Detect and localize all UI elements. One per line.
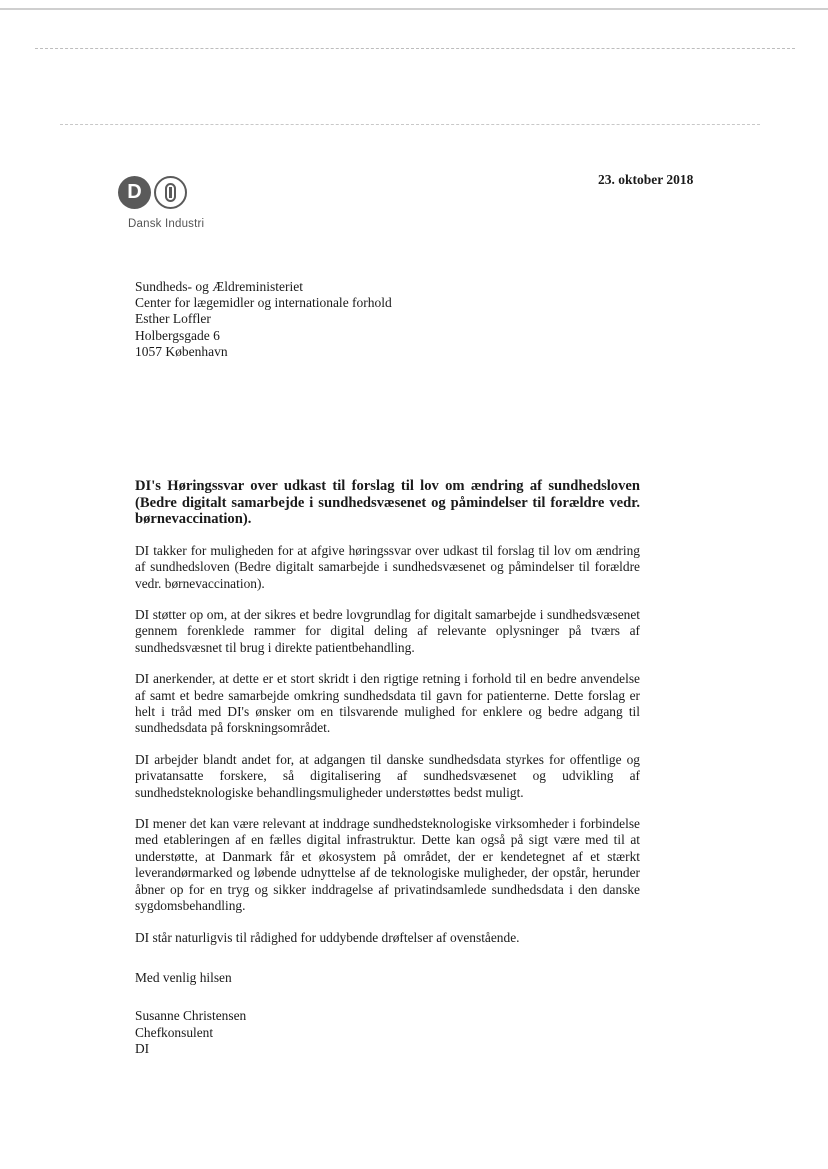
recipient-address bbox=[135, 279, 392, 360]
di-logo bbox=[118, 174, 218, 230]
signatory-org: DI bbox=[135, 1041, 150, 1057]
body-paragraph: DI mener det kan være relevant at inddrage sundhedsteknologiske virksomheder i forbindelse med etableringen af en fælles digital infrastruktur. Dette kan også på sigt være med til at understøtte, at Danmark får et økosystem på området, der er kendetegnet af et stærkt leverandørmarked og løbende udnyttelse af de teknologiske muligheder, der opstår, herunder åbner op for en tryg og sikker inddragelse af privatindsamlede sundhedsdata i den danske sygdomsbehandling. bbox=[135, 816, 640, 914]
letter-date: 23. oktober 2018 bbox=[598, 172, 694, 187]
body-paragraph: DI anerkender, at dette er et stort skridt i den rigtige retning i forhold til en bedre anvendelse af samt et bedre samarbejde omkring sundhedsdata til gavn for patienterne. Dette forslag er helt i tråd med DI's ønsker om en tilsvarende mulighed for enklere og bedre adgang til sundhedsdata på forskningsområdet. bbox=[135, 671, 640, 736]
scan-artifact-line bbox=[35, 48, 795, 50]
body-paragraph: DI står naturligvis til rådighed for uddybende drøftelser af ovenstående. bbox=[135, 929, 520, 945]
address-line: 1057 København bbox=[135, 343, 228, 359]
di-logo-mark bbox=[118, 174, 218, 212]
closing-salutation: Med venlig hilsen bbox=[135, 969, 232, 985]
body-paragraph: DI støtter op om, at der sikres et bedre lovgrundlag for digitalt samarbejde i sundhedsvæsenet gennem forenklede rammer for digital deling af relevante oplysninger på tværs af sundhedsvæsnet til brug i direkte patientbehandling. bbox=[135, 607, 640, 655]
di-logo-d-circle: D bbox=[118, 176, 151, 209]
body-paragraph: DI takker for muligheden for at afgive høringssvar over udkast til forslag til lov om ændring af sundhedsloven (Bedre digitalt samarbejde i sundhedsvæsenet og påmindelser til forældre vedr. børnevaccination). bbox=[135, 542, 640, 591]
address-line: Sundheds- og Ældreministeriet bbox=[135, 279, 303, 294]
address-line: Holbergsgade 6 bbox=[135, 327, 220, 343]
signatory-title: Chefkonsulent bbox=[135, 1024, 214, 1040]
org-name: Dansk Industri bbox=[128, 218, 205, 230]
signatory-name: Susanne Christensen bbox=[135, 1008, 247, 1024]
di-logo-i-circle bbox=[154, 176, 187, 209]
letter-subject: DI's Høringssvar over udkast til forslag til lov om ændring af sundhedsloven (Bedre digitalt samarbejde i sundhedsvæsenet og påmindelser til forældre vedr. børnevaccination). bbox=[135, 478, 640, 528]
address-line: Esther Loffler bbox=[135, 311, 211, 327]
letter-body bbox=[135, 478, 640, 1058]
body-paragraph: DI arbejder blandt andet for, at adgangen til danske sundhedsdata styrkes for offentlige og privatansatte forskere, så digitalisering af sundhedsvæsenet og udvikling af sundhedsteknologiske behandlingsmuligheder understøttes bedst muligt. bbox=[135, 751, 640, 800]
address-line: Center for lægemidler og internationale forhold bbox=[135, 295, 392, 311]
signature-block bbox=[135, 1008, 640, 1057]
scan-artifact-line bbox=[60, 124, 760, 126]
scan-edge-line bbox=[0, 8, 828, 10]
